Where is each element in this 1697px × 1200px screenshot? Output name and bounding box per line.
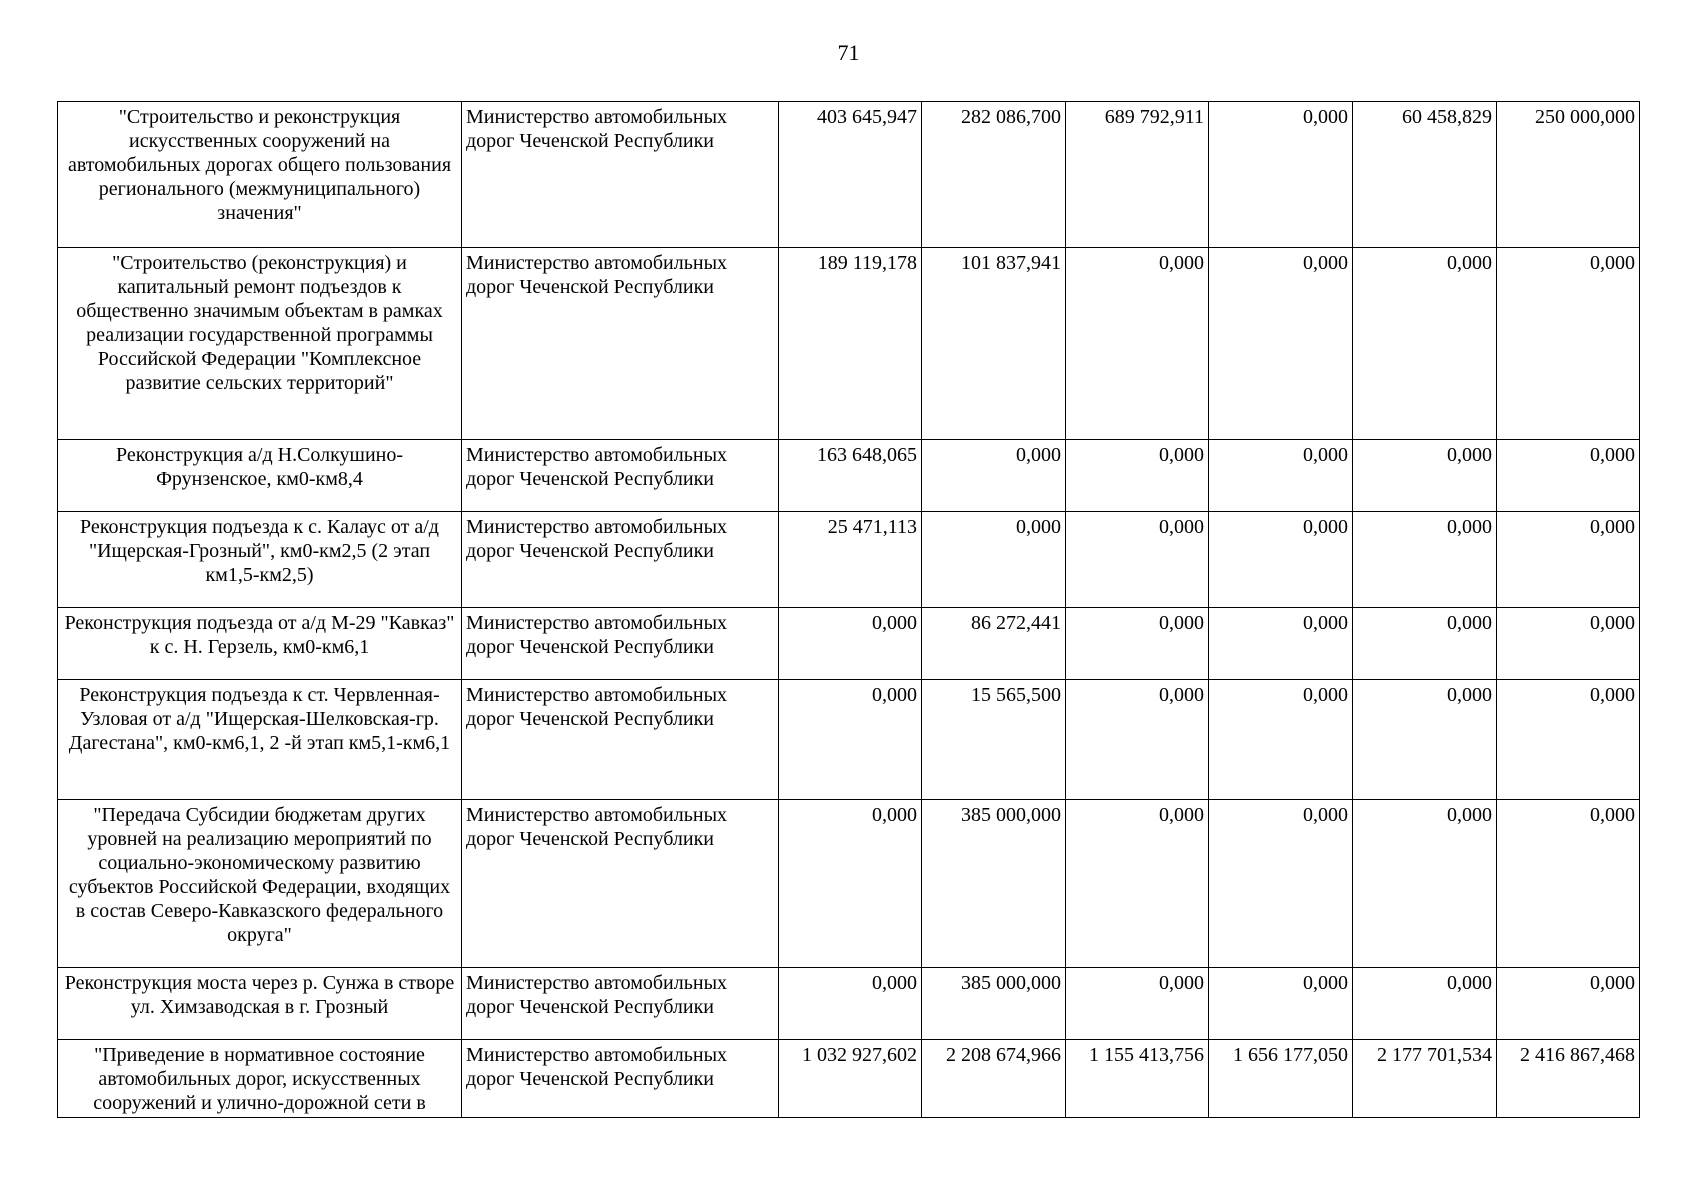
value-cell: 25 471,113 (779, 512, 922, 608)
activity-name-cell: Реконструкция моста через р. Сунжа в створе ул. Химзаводская в г. Грозный (58, 968, 462, 1040)
value-cell: 385 000,000 (922, 800, 1066, 968)
value-cell: 1 155 413,756 (1066, 1040, 1209, 1118)
table-row (58, 440, 1640, 512)
value-cell: 0,000 (1066, 680, 1209, 800)
value-cell: 0,000 (1353, 968, 1497, 1040)
executor-cell: Министерство автомобильных дорог Чеченской Республики (462, 248, 779, 440)
table-row (58, 680, 1640, 800)
value-cell: 282 086,700 (922, 102, 1066, 248)
value-cell: 0,000 (779, 680, 922, 800)
table-row (58, 512, 1640, 608)
value-cell: 0,000 (1353, 800, 1497, 968)
value-cell: 385 000,000 (922, 968, 1066, 1040)
executor-cell: Министерство автомобильных дорог Чеченской Республики (462, 680, 779, 800)
value-cell: 2 208 674,966 (922, 1040, 1066, 1118)
value-cell: 1 656 177,050 (1209, 1040, 1353, 1118)
executor-cell: Министерство автомобильных дорог Чеченской Республики (462, 512, 779, 608)
budget-table (57, 101, 1640, 1118)
value-cell: 0,000 (1497, 440, 1640, 512)
value-cell: 250 000,000 (1497, 102, 1640, 248)
executor-cell: Министерство автомобильных дорог Чеченской Республики (462, 968, 779, 1040)
table-row (58, 102, 1640, 248)
value-cell: 0,000 (779, 968, 922, 1040)
value-cell: 163 648,065 (779, 440, 922, 512)
value-cell: 0,000 (1497, 248, 1640, 440)
value-cell: 0,000 (1066, 968, 1209, 1040)
table-row (58, 608, 1640, 680)
value-cell: 0,000 (1353, 608, 1497, 680)
value-cell: 0,000 (1497, 680, 1640, 800)
executor-cell: Министерство автомобильных дорог Чеченской Республики (462, 800, 779, 968)
value-cell: 1 032 927,602 (779, 1040, 922, 1118)
activity-name-cell: Реконструкция а/д Н.Солкушино-Фрунзенское, км0-км8,4 (58, 440, 462, 512)
executor-cell: Министерство автомобильных дорог Чеченской Республики (462, 608, 779, 680)
value-cell: 0,000 (779, 608, 922, 680)
value-cell: 0,000 (1209, 680, 1353, 800)
value-cell: 101 837,941 (922, 248, 1066, 440)
value-cell: 0,000 (1497, 512, 1640, 608)
value-cell: 0,000 (1209, 440, 1353, 512)
value-cell: 0,000 (1066, 608, 1209, 680)
value-cell: 2 177 701,534 (1353, 1040, 1497, 1118)
value-cell: 0,000 (1497, 968, 1640, 1040)
activity-name-cell: "Приведение в нормативное состояние автомобильных дорог, искусственных сооружений и улично-дорожной сети в (58, 1040, 462, 1118)
value-cell: 0,000 (922, 440, 1066, 512)
activity-name-cell: "Строительство (реконструкция) и капитальный ремонт подъездов к общественно значимым объектам в рамках реализации государственной программы Российской Федерации "Комплексное развитие сельских территорий" (58, 248, 462, 440)
value-cell: 403 645,947 (779, 102, 922, 248)
value-cell: 0,000 (1209, 968, 1353, 1040)
table-row (58, 248, 1640, 440)
value-cell: 60 458,829 (1353, 102, 1497, 248)
value-cell: 0,000 (1066, 440, 1209, 512)
value-cell: 0,000 (1209, 248, 1353, 440)
value-cell: 0,000 (1497, 800, 1640, 968)
value-cell: 0,000 (779, 800, 922, 968)
table-row (58, 1040, 1640, 1118)
executor-cell: Министерство автомобильных дорог Чеченской Республики (462, 1040, 779, 1118)
value-cell: 0,000 (1209, 512, 1353, 608)
activity-name-cell: Реконструкция подъезда к с. Калаус от а/д "Ищерская-Грозный", км0-км2,5 (2 этап км1,5-км2,5) (58, 512, 462, 608)
value-cell: 0,000 (1209, 800, 1353, 968)
value-cell: 0,000 (1209, 608, 1353, 680)
value-cell: 0,000 (1353, 680, 1497, 800)
activity-name-cell: "Передача Субсидии бюджетам других уровней на реализацию мероприятий по социально-экономическому развитию субъектов Российской Федерации, входящих в состав Северо-Кавказского федерального округа" (58, 800, 462, 968)
activity-name-cell: Реконструкция подъезда от а/д М-29 "Кавказ" к с. Н. Герзель, км0-км6,1 (58, 608, 462, 680)
value-cell: 0,000 (1353, 512, 1497, 608)
value-cell: 0,000 (1066, 248, 1209, 440)
value-cell: 0,000 (922, 512, 1066, 608)
value-cell: 189 119,178 (779, 248, 922, 440)
executor-cell: Министерство автомобильных дорог Чеченской Республики (462, 440, 779, 512)
page-number: 71 (837, 40, 860, 65)
value-cell: 0,000 (1353, 248, 1497, 440)
table-row (58, 800, 1640, 968)
value-cell: 0,000 (1066, 800, 1209, 968)
value-cell: 0,000 (1497, 608, 1640, 680)
executor-cell: Министерство автомобильных дорог Чеченской Республики (462, 102, 779, 248)
activity-name-cell: "Строительство и реконструкция искусственных сооружений на автомобильных дорогах общего пользования регионального (межмуниципального) значения" (58, 102, 462, 248)
activity-name-cell: Реконструкция подъезда к ст. Червленная-Узловая от а/д "Ищерская-Шелковская-гр. Дагестана", км0-км6,1, 2 -й этап км5,1-км6,1 (58, 680, 462, 800)
table-row (58, 968, 1640, 1040)
value-cell: 689 792,911 (1066, 102, 1209, 248)
value-cell: 86 272,441 (922, 608, 1066, 680)
value-cell: 15 565,500 (922, 680, 1066, 800)
value-cell: 0,000 (1209, 102, 1353, 248)
value-cell: 0,000 (1066, 512, 1209, 608)
value-cell: 2 416 867,468 (1497, 1040, 1640, 1118)
value-cell: 0,000 (1353, 440, 1497, 512)
